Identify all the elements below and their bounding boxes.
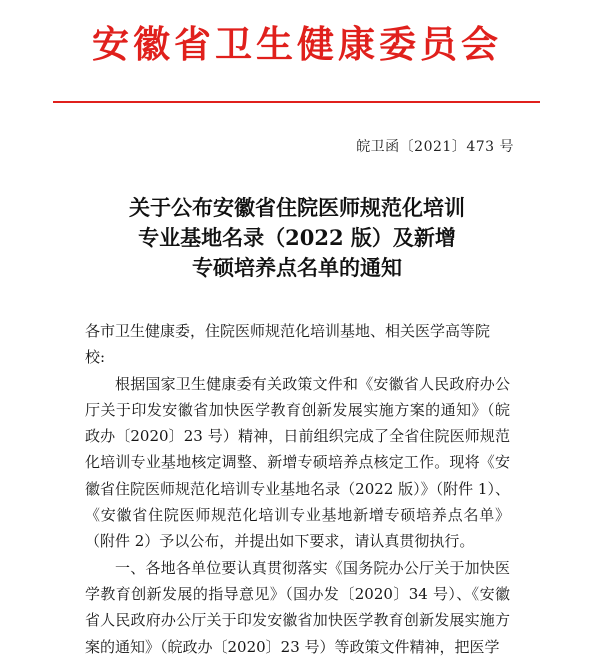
body-paragraph: 根据国家卫生健康委有关政策文件和《安徽省人民政府办公厅关于印发安徽省加快医学教育创新发展实施方案的通知》（皖政办〔2020〕23 号）精神，日前组织完成了全省住院医师规范化培训专业基地核定调整、新增专硕培养点核定工作。现将《安徽省住院医师规范化培训专业基地名录（2022 版）》（附件 1）、《安徽省住院医师规范化培训专业基地新增专硕培养点名单》（附件 2）予以公布，并提出如下要求，请认真贯彻执行。 (85, 374, 510, 551)
document-number: 皖卫函〔2021〕473 号 (356, 139, 514, 155)
notice-title-line: 专业基地名录（2022 版）及新增 (138, 225, 456, 250)
notice-title-line: 专硕培养点名单的通知 (192, 255, 402, 280)
salutation: 各市卫生健康委，住院医师规范化培训基地、相关医学高等院校: (85, 322, 491, 367)
header-divider (53, 101, 540, 103)
body-paragraph: 一、各地各单位要认真贯彻落实《国务院办公厅关于加快医学教育创新发展的指导意见》（国办发〔2020〕34 号）、《安徽省人民政府办公厅关于印发安徽省加快医学教育创新发展实施方案的通知》（皖政办〔2020〕23 号）等政策文件精神，把医学 (85, 558, 510, 656)
notice-title (0, 193, 594, 283)
notice-title-line: 关于公布安徽省住院医师规范化培训 (129, 195, 465, 220)
org-header-title: 安徽省卫生健康委员会 (92, 23, 502, 66)
document-body (85, 318, 510, 656)
